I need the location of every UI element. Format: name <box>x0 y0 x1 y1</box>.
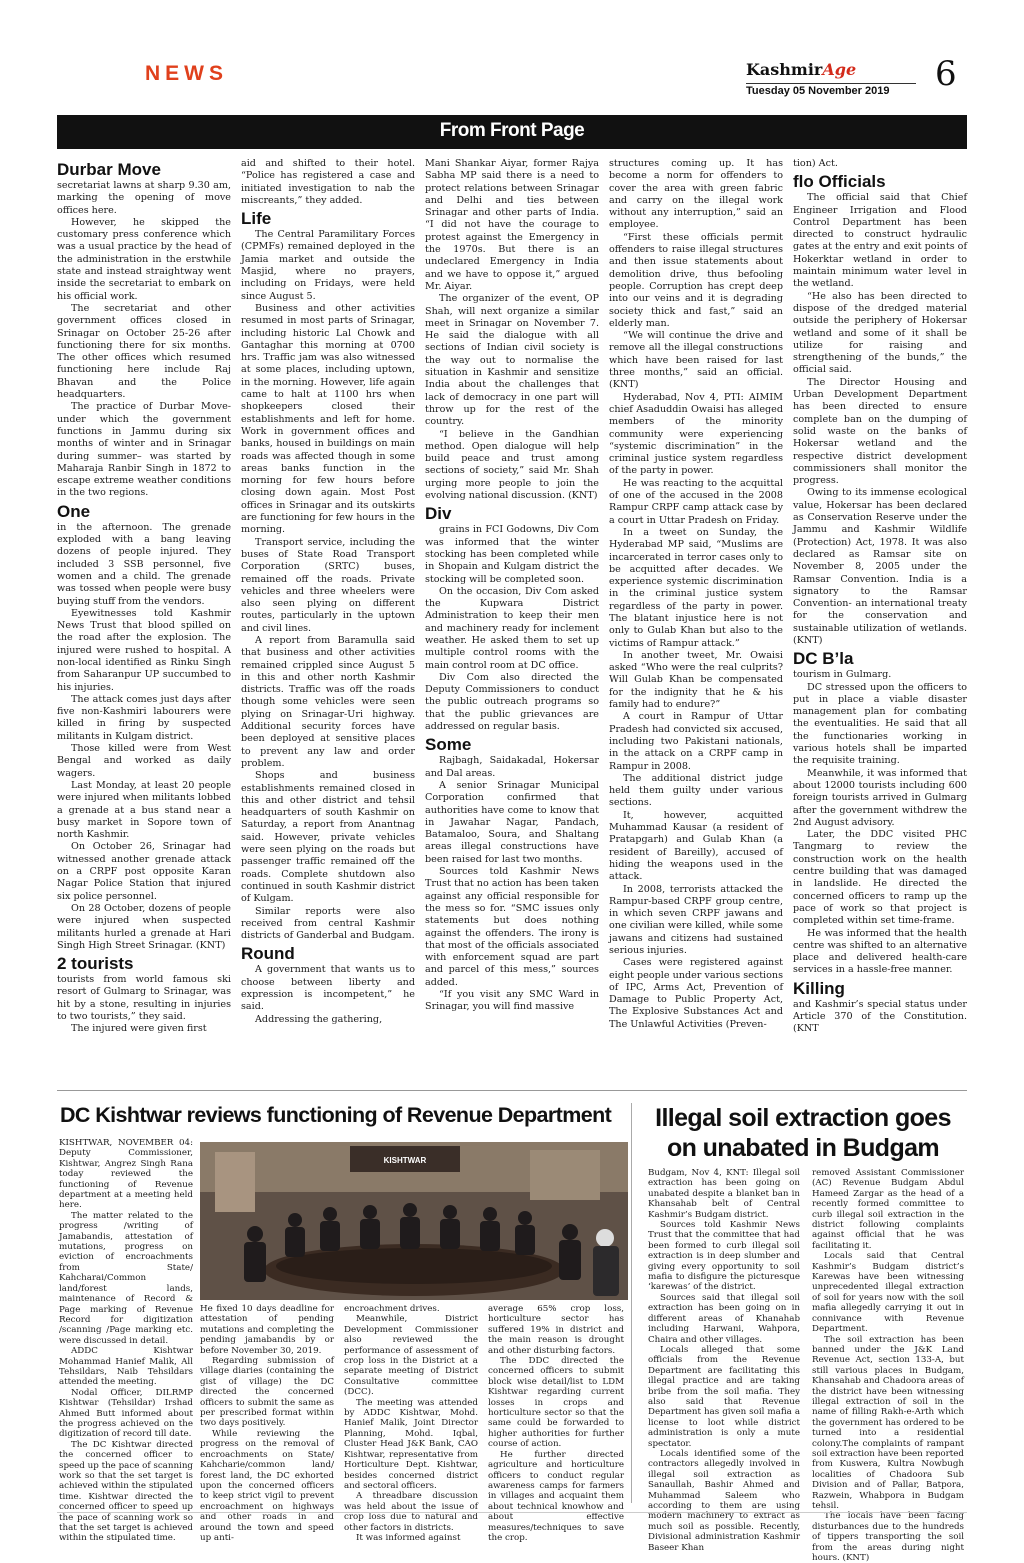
article-kicker: Life <box>241 209 272 229</box>
photo-sign: KISHTWAR <box>383 1156 427 1165</box>
story-paragraph: Locals alleged that some officials from the Revenue Department are facilitating this illegal practice and are taking bribe from the soil mafia. They also said that Revenue Department has given soil mafia a license to loot while district administration is only a mute spectator. <box>648 1344 800 1449</box>
story-paragraph: He fixed 10 days deadline for attestation of pending mutations and completing the pending jamabandis by or before November 30, 2019. <box>200 1304 334 1356</box>
article-kicker: 2 tourists <box>57 954 134 974</box>
article-paragraph: Transport service, including the buses of State Road Transport Corporation (SRTC) buses, remained off the roads. Private vehicles and three wheelers were also seen plying on different routes, particularly in the uptown and civil lines. <box>241 536 415 634</box>
story-paragraph: The DC Kishtwar directed the concerned officer to speed up the pace of scanning work so that the set target is achieved within the stipulated time. Kishtwar directed the concerned officer to speed up the pace of scanning work so that the set target is achieved within the stipulated time. <box>59 1439 193 1544</box>
story-paragraph: Locals said that Central Kashmir’s Budgam district’s Karewas have been witnessing unprecedented illegal extraction of soil for years now with the soil mafia allegedly carrying it out in connivance with Revenue Department. <box>812 1251 964 1335</box>
article-paragraph: The attack comes just days after five non-Kashmiri labourers were killed in firing by suspected militants in Kulgam district. <box>57 693 231 742</box>
article-paragraph: A report from Baramulla said that business and other activities remained crippled since August 5 in this and other north Kashmir districts. Traffic was off the roads though some vehicles were seen plying on Srinagar-Uri highway. Additional security forces have been deployed at sensitive places to prevent any law and order problem. <box>241 634 415 769</box>
article-paragraph: “First these officials permit offenders to raise illegal structures and then issue statements about demolition drive, thus befooling people. Corruption has crept deep into our veins and it is degrading society thick and fast,” said an elderly man. <box>609 231 783 329</box>
article-paragraph: Shops and business establishments remained closed in this and other district and tehsil headquarters of south Kashmir on Saturday, a report from Anantnag said. However, private vehicles were seen plying on the roads but passenger traffic remained off the roads. Complete shutdown also continued in south Kashmir district of Kulgam. <box>241 770 415 905</box>
story-paragraph: encroachment drives. <box>344 1304 440 1314</box>
masthead-age: Age <box>822 60 857 79</box>
article-paragraph: grains in FCI Godowns, Div Com was informed that the winter stocking has been completed while in Shopain and Kulgam district the stocking will be completed soon. <box>425 524 599 585</box>
article-paragraph: In a tweet on Sunday, the Hyderabad MP said, “Muslims are incarcerated in terror cases only to be acquitted after decades. We experience systemic discrimination in the criminal justice system regardless of the party in power. The blatant injustice here is not only to Gulab Khan but also to the victims of Rampur attack.” <box>609 526 783 649</box>
article-paragraph: Meanwhile, it was informed that about 12000 tourists including 600 foreign tourists arrived in Gulmarg after the government withdrew the 2nd August advisory. <box>793 767 967 828</box>
article-kicker: Durbar Move <box>57 160 161 179</box>
article-paragraph: structures coming up. It has become a norm for offenders to cover the area with green fabric and carry on the illegal work without any interruption,” said an employee. <box>609 158 783 231</box>
article-paragraph: “I believe in the Gandhian method. Open dialogue will help build peace and trust among sections of society,” said Mr. Shah urging more people to join the evolving national discussion. (KNT) <box>425 428 599 502</box>
kishtwar-column-1 <box>59 1138 193 1544</box>
article-column-1 <box>57 158 231 1080</box>
kishtwar-column-4 <box>488 1304 624 1543</box>
article-column-4 <box>609 158 783 1080</box>
article-paragraph: tion) Act. <box>793 158 838 169</box>
article-kicker: One <box>57 501 91 521</box>
article-paragraph: tourists from world famous ski resort of Gulmarg to Srinagar, was hit by a stone, resulting in injuries to two tourists,” they said. <box>57 974 231 1022</box>
article-paragraph: and Kashmir’s special status under Article 370 of the Constitution. (KNT <box>793 998 967 1035</box>
article-paragraph: The additional district judge held them guilty under various sections. <box>609 772 783 809</box>
story-paragraph: removed Assistant Commissioner (AC) Revenue Budgam Abdul Hameed Zargar as the head of a recently formed committee to curb illegal soil extraction in the district following complaints against official that he was facilitating it. <box>812 1168 964 1251</box>
article-paragraph: The practice of Durbar Move-under which the government functions in Jammu during six months of winter and in Srinagar during summer– was started by Maharaja Ranbir Singh in 1872 to escape extreme weather conditions in the two regions. <box>57 401 231 499</box>
kishtwar-column-3 <box>344 1304 478 1543</box>
article-paragraph: A court in Rampur of Uttar Pradesh had convicted six accused, including two Pakistani nationals, in the attack on a CRPF camp in Rampur in 2008. <box>609 711 783 772</box>
article-kicker: Some <box>425 735 472 755</box>
story-paragraph: The locals have been facing disturbances due to the hundreds of tippers transporting the soil from the areas during night hours. (KNT) <box>812 1511 964 1563</box>
section-label: NEWS <box>145 62 228 85</box>
story-paragraph: While reviewing the progress on the removal of encroachments on State/ Kahcharie/common land/ forest land, the DC exhorted upon the concerned officers to keep strict vigil to prevent encroachment on highways and other roads in and around the town and speed up anti- <box>200 1428 334 1543</box>
story-paragraph: KISHTWAR, NOVEMBER 04: Deputy Commissioner, Kishtwar, Angrez Singh Rana today reviewed the functioning of Revenue department at a meeting held here. <box>59 1138 193 1211</box>
meeting-photo-image <box>200 1142 628 1300</box>
article-paragraph: He was reacting to the acquittal of one of the accused in the 2008 Rampur CRPF camp attack case by a court in Uttar Pradesh on Friday. <box>609 477 783 526</box>
article-paragraph: Last Monday, at least 20 people were injured when militants lobbed a grenade at a bus stand near a busy market in Sopore town of north Kashmir. <box>57 779 231 841</box>
article-paragraph: The Director Housing and Urban Development Department has been directed to ensure complete ban on the dumping of solid waste on the banks of Hokersar wetland and the respective district development commissioners shall monitor the progress. <box>793 376 967 487</box>
article-paragraph: A senior Srinagar Municipal Corporation confirmed that authorities have come to know that in Jawahar Nagar, Pandach, Batamaloo, Soura, and Shaltang areas illegal constructions have been raised for last two months. <box>425 779 599 865</box>
article-paragraph: However, he skipped the customary press conference which was a usual practice by the head of the administration in the erstwhile state and instead straightway went inside the secretariat to embark on his official work. <box>57 216 231 302</box>
article-paragraph: Hyderabad, Nov 4, PTI: AIMIM chief Asaduddin Owaisi has alleged members of the minority community were experiencing “systemic discrimination” in the criminal justice system regardless of the party in power. <box>609 391 783 477</box>
budgam-column-1 <box>648 1168 800 1553</box>
story-paragraph: He further directed agriculture and horticulture officers to conduct regular awareness camps for farmers in villages and acquaint them about technical knowhow and about effective measures/techniques to save the crop. <box>488 1449 624 1543</box>
story-paragraph: The matter related to the progress /writing of Jamabandis, attestation of mutations, progress on eviction of encroachments from State/ Kahcharai/Common land/forest lands, maintenance of Record & Page marking of Revenue Record for digitization /scanning /Page marking etc. were discussed in detail. <box>59 1210 193 1346</box>
article-paragraph: “We will continue the drive and remove all the illegal constructions which have been raised for last three months,” said an official. (KNT) <box>609 330 783 391</box>
masthead-rule <box>746 83 916 84</box>
story-paragraph: Sources told Kashmir News Trust that the committee that had been formed to curb illegal soil extraction is in deep slumber and giving every opportunity to soil mafia to disfigure the picturesque ‘karewas’ of the district. <box>648 1220 800 1293</box>
story-paragraph: The DDC directed the concerned officers to submit block wise detail/list to LDM Kishtwar regarding current losses in crops and horticulture sector so that the same could be forwarded to higher authorities for further course of action. <box>488 1356 624 1450</box>
article-paragraph: The organizer of the event, OP Shah, will next organize a similar meet in Srinagar on November 7. He said the dialogue with all sections of Indian civil society is the way out to normalise the situation in Kashmir and sensitize India about the challenges that lack of democracy in one part will throw up for the rest of the country. <box>425 293 599 428</box>
article-paragraph: Similar reports were also received from central Kashmir districts of Ganderbal and Budgam. <box>241 905 415 942</box>
article-paragraph: The official said that Chief Engineer Irrigation and Flood Control Department has been directed to construct hydraulic gates at the entry and exit points of Hokerktar wetland in order to maintain minimum water level in the wetland. <box>793 192 967 290</box>
article-paragraph: Addressing the gathering, <box>255 1013 383 1025</box>
story-paragraph: ADDC Kishtwar Mohammad Hanief Malik, All Tehsildars, Naib Tehsildars attended the meeting. <box>59 1346 193 1388</box>
story-paragraph: Locals identified some of the contractors allegedly involved in illegal soil extraction as Sanaullah, Bashir Ahmed and Muhammad Saleem who according to them are using modern machinery to extract as much soil as possible. Recently, Divisional administration Kashmir Baseer Khan <box>648 1448 800 1553</box>
article-column-3 <box>425 158 599 1080</box>
story-paragraph: The meeting was attended by ADDC Kishtwar, Mohd. Hanief Malik, Joint Director Planning, Mohd. Iqbal, Cluster Head J&K Bank, CAO Kishtwar, representative from Horticulture Dept. Kishtwar, besides concerned district and sectoral officers. <box>344 1397 478 1491</box>
article-paragraph: Eyewitnesses told Kashmir News Trust that blood spilled on the road after the explosion. The injured were rushed to hospital. A non-local identified as Rinku Singh from Saharanpur UP succumbed to his injuries. <box>57 607 231 693</box>
article-paragraph: The Central Paramilitary Forces (CPMFs) remained deployed in the Jamia market and outside the Masjid, where no prayers, including on Fridays, were held since August 5. <box>241 229 415 302</box>
story-paragraph: Meanwhile, District Development Commissioner also reviewed the performance of assessment of crop loss in the District at a separate meeting of District Consultative committee (DCC). <box>344 1314 478 1398</box>
article-paragraph: In 2008, terrorists attacked the Rampur-based CRPF group centre, in which seven CRPF jawans and one civilian were killed, while some jawans and citizens had sustained serious injuries. <box>609 883 783 956</box>
article-kicker: Round <box>241 944 295 964</box>
article-paragraph: Owing to its immense ecological value, Hokersar has been declared as Conservation Reserve under the Jammu and Kashmir Wildlife (Protection) Act, 1978. It was also declared as Ramsar site on November 8, 2005 under the Ramsar Convention. India is a signatory to the Ramsar Convention- an international treaty for the conservation and sustainable utilization of wetlands. (KNT) <box>793 487 967 646</box>
article-paragraph: He was informed that the health centre was shifted to an alternative place and delivered health-care services in a hassle-free manner. <box>793 927 967 976</box>
article-paragraph: Business and other activities resumed in most parts of Srinagar, including historic Lal Chowk and Gantaghar this morning at 0700 hrs. Traffic jam was also witnessed at some places, including uptown, in the morning. However, life again came to halt at 1100 hrs when shopkeepers closed their establishments and left for home. Work in government offices and banks, housed in buildings on main roads was affected though in some areas banks function in the morning for few hours before closing down again. Most Post offices in Srinagar and its outskirts are functioning for few hours in the morning. <box>241 302 415 536</box>
article-paragraph: It, however, acquitted Muhammad Kausar (a resident of Pratapgarh) and Gulab Khan (a resident of Bareilly), accused of hiding the weapons used in the attack. <box>609 809 783 883</box>
story-paragraph: The soil extraction has been banned under the J&K Land Revenue Act, section 133-A, but still various places in Budgam, Khansahab and Chadoora areas of the district have been witnessing illegal extraction of soil in the name of filling Rakh-e-Arth which the government has ordered to be turned into a residential colony.The complaints of rampant soil extraction have been reported from Kuswera, Kultra Nowbugh localities of Chadoora Sub Division and of Pallar, Batpora, Razwein, Whabpora in Budgam tehsil. <box>812 1334 964 1511</box>
article-paragraph: On October 26, Srinagar had witnessed another grenade attack on a CRPF post opposite Karan Nagar Police Station that injured six police personnel. <box>57 841 231 902</box>
article-paragraph: Cases were registered against eight people under various sections of IPC, Arms Act, Prevention of Damage to Public Property Act, The Explosive Substances Act and The Unlawful Activities (Preven- <box>609 957 783 1030</box>
kishtwar-headline: DC Kishtwar reviews functioning of Revenue Department <box>60 1103 612 1127</box>
section-title: From Front Page <box>439 120 585 141</box>
article-paragraph: “He also has been directed to dispose of the dredged material outside the periphery of Hokersar wetland and some of it shall be utilize for raising and strengthening of the bunds,” the official said. <box>793 290 967 376</box>
article-paragraph: tourism in Gulmarg. <box>793 669 892 681</box>
article-paragraph: Rajbagh, Saidakadal, Hokersar and Dal areas. <box>425 755 599 779</box>
article-paragraph: In another tweet, Mr. Owaisi asked “Who were the real culprits? Will Gulab Khan be compensated for the indignity that he & his family had to endure?” <box>609 649 783 711</box>
masthead-kashmir: Kashmir <box>746 60 823 79</box>
budgam-column-2 <box>812 1168 964 1563</box>
bottom-rule <box>57 1512 967 1513</box>
article-paragraph: On 28 October, dozens of people were injured when suspected militants hurled a grenade at Hari Singh High Street Srinagar. (KNT) <box>57 902 231 951</box>
budgam-headline-line-2: on unabated in Budgam <box>666 1134 940 1162</box>
article-paragraph: in the afternoon. The grenade exploded with a bang leaving dozens of people injured. They included 3 SSB personnel, five women and a child. The grenade was tossed when people were busy buying stuff from the vendors. <box>57 521 231 607</box>
story-divider <box>631 1103 632 1503</box>
budgam-headline <box>638 1103 968 1163</box>
story-paragraph: Nodal Officer, DILRMP Kishtwar (Tehsildar) Irshad Ahmed Butt informed about the progress achieved on the digitization of record till date. <box>59 1387 193 1440</box>
article-paragraph: Mani Shankar Aiyar, former Rajya Sabha MP said there is a need to protect relations between Srinagar and Delhi and ties between Srinagar and other parts of India. “I did not have the courage to protest against the Emergency in the 1970s. But there is an undeclared Emergency in India and we have to oppose it,” argued Mr. Aiyar. <box>425 158 599 292</box>
story-paragraph: It was informed against <box>356 1532 461 1543</box>
story-paragraph: average 65% crop loss, horticulture sector has suffered 19% in district and the main reason is drought and other disturbing factors. <box>488 1304 624 1356</box>
issue-date: Tuesday 05 November 2019 <box>746 85 890 97</box>
article-paragraph: “If you visit any SMC Ward in Srinagar, you will find massive <box>425 989 599 1013</box>
article-paragraph: Those killed were from West Bengal and worked as daily wagers. <box>57 743 231 779</box>
article-column-5 <box>793 158 967 1080</box>
article-kicker: Killing <box>793 978 845 998</box>
section-bar <box>57 115 967 149</box>
article-paragraph: Div Com also directed the Deputy Commissioners to conduct the public outreach programs so that the public grievances are addressed on regular basis. <box>425 671 599 733</box>
story-paragraph: Budgam, Nov 4, KNT: Illegal soil extraction has been going on unabated despite a blanket ban in Khansahab belt of Central Kashmir’s Budgam district. <box>648 1168 800 1220</box>
masthead-logo <box>746 60 856 79</box>
kishtwar-column-2 <box>200 1304 334 1543</box>
article-paragraph: Sources told Kashmir News Trust that no action has been taken against any official responsible for the mess so for. “SMC issues only statements but does nothing against the offenders. The irony is that most of the officials associated with enforcement squad are part and parcel of this mess,” sources added. <box>425 866 599 988</box>
article-kicker: flo Officials <box>793 172 886 192</box>
article-paragraph: Later, the DDC visited PHC Tangmarg to review the construction work on the health centre building that was damaged in landslide. He directed the concerned officers to ramp up the pace of work so that project is completed within set time-frame. <box>793 829 967 927</box>
article-paragraph: The secretariat and other government offices closed in Srinagar on October 25-26 after functioning there for six months. The other offices which resumed functioning here include Raj Bhavan and the Police headquarters. <box>57 302 231 401</box>
story-paragraph: A threadbare discussion was held about the issue of crop loss due to natural and other factors in districts. <box>344 1491 478 1533</box>
story-paragraph: Regarding submission of village diaries (containing the gist of village) the DC directed the concerned officers to submit the same as per prescribed format within two days positively. <box>200 1356 334 1429</box>
article-paragraph: A government that wants us to choose between liberty and expression is incompetent,” he said. <box>241 964 415 1013</box>
article-column-2 <box>241 158 415 1080</box>
article-kicker: DC B’la <box>793 649 854 669</box>
story-paragraph: Sources said that illegal soil extraction has been going on in different areas of Khanahab including Harwani, Wahpora, Chaira and other villages. <box>648 1292 800 1345</box>
article-paragraph: secretariat lawns at sharp 9.30 am, marking the opening of move offices here. <box>57 180 231 216</box>
masthead <box>746 60 956 100</box>
section-divider <box>57 1090 967 1091</box>
article-kicker: Div <box>425 504 452 524</box>
article-paragraph: On the occasion, Div Com asked the Kupwara District Administration to keep their men and machinery ready for inclement weather. He asked them to set up multiple control rooms with the main control room at DC office. <box>425 585 599 671</box>
article-paragraph: aid and shifted to their hotel. “Police has registered a case and initiated investigation to nab the miscreants,” they added. <box>241 158 415 206</box>
article-paragraph: DC stressed upon the officers to put in place a viable disaster management plan for combating the eventualities. He said that all the functionaries working in various hotels shall be imparted the requisite training. <box>793 681 967 767</box>
budgam-headline-line-1: Illegal soil extraction goes <box>655 1104 951 1132</box>
meeting-photo <box>200 1142 628 1300</box>
page-number: 6 <box>935 54 957 94</box>
article-paragraph: The injured were given first <box>71 1023 207 1035</box>
